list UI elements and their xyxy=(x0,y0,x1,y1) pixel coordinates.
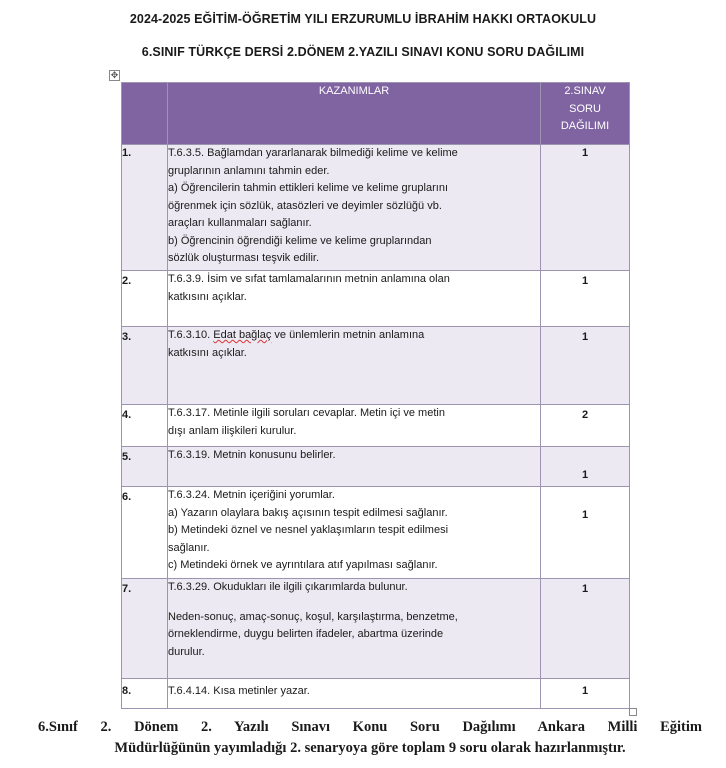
table-header-row xyxy=(122,83,630,145)
row-question-count: 1 xyxy=(541,271,630,327)
kazanim-line: katkısını açıklar. xyxy=(168,346,247,359)
kazanim-line xyxy=(168,327,540,345)
kazanim-line: katkısını açıklar. xyxy=(168,290,247,303)
kazanim-line: dışı anlam ilişkileri kurulur. xyxy=(168,424,297,437)
row-question-count: 2 xyxy=(541,405,630,447)
row-kazanim xyxy=(168,327,541,405)
kazanim-line: sözlük oluşturması teşvik edilir. xyxy=(168,252,319,264)
row-kazanim xyxy=(168,145,541,271)
kazanim-line: öğrenmek için sözlük, atasözleri ve deyimler sözlüğü vb. xyxy=(168,199,442,212)
row-number: 2. xyxy=(122,271,168,327)
row-kazanim xyxy=(168,447,541,487)
row-number: 1. xyxy=(122,145,168,271)
kazanim-line: b) Metindeki öznel ve nesnel yaklaşımların tespit edilmesi xyxy=(168,524,449,536)
table-row xyxy=(122,327,630,405)
row-number: 6. xyxy=(122,487,168,579)
spellcheck-underlined-text: Edat bağlaç xyxy=(213,329,272,341)
kazanim-line: T.6.3.5. Bağlamdan yararlanarak bilmediği kelime ve kelime xyxy=(168,147,458,159)
row-number: 3. xyxy=(122,327,168,405)
row-number: 5. xyxy=(122,447,168,487)
header-sinav-dagilimi xyxy=(541,83,630,145)
row-question-count: 1 xyxy=(541,579,630,679)
row-kazanim xyxy=(168,487,541,579)
kazanim-line: T.6.3.17. Metinle ilgili soruları cevaplar. Metin içi ve metin xyxy=(168,407,445,419)
header-kazanimlar: KAZANIMLAR xyxy=(168,83,541,145)
kazanim-line: T.6.3.9. İsim ve sıfat tamlamalarının metnin anlamına olan xyxy=(168,273,450,285)
row-number: 4. xyxy=(122,405,168,447)
line-gap xyxy=(168,597,540,609)
row-kazanim xyxy=(168,405,541,447)
kazanim-line: a) Yazarın olaylara bakış açısının tespit edilmesi sağlanır. xyxy=(168,506,448,519)
document-title-line1: 2024-2025 EĞİTİM-ÖĞRETİM YILI ERZURUMLU İBRAHİM HAKKI ORTAOKULU xyxy=(129,12,597,26)
kazanim-line: örneklendirme, duygu belirten ifadeler, abartma üzerinde xyxy=(168,628,444,640)
topic-distribution-table xyxy=(121,82,630,709)
footer-line: Müdürlüğünün yayımladığı 2. senaryoya göre toplam 9 soru olarak hazırlanmıştır. xyxy=(114,740,626,756)
table-row xyxy=(122,579,630,679)
footer-note xyxy=(38,717,702,759)
table-row xyxy=(122,271,630,327)
kazanim-text: ve ünlemlerin metnin anlamına xyxy=(271,329,425,341)
row-question-count: 1 xyxy=(541,145,630,271)
table-resize-handle[interactable] xyxy=(629,708,637,716)
row-kazanim xyxy=(168,271,541,327)
kazanim-line: c) Metindeki örnek ve ayrıntılara atıf yapılması sağlanır. xyxy=(168,559,438,571)
document-title-line2: 6.SINIF TÜRKÇE DERSİ 2.DÖNEM 2.YAZILI SINAVI KONU SORU DAĞILIMI xyxy=(141,45,585,59)
kazanim-line: sağlanır. xyxy=(168,541,210,554)
kazanim-line: b) Öğrencinin öğrendiği kelime ve kelime gruplarından xyxy=(168,234,432,247)
kazanim-line: T.6.4.14. Kısa metinler yazar. xyxy=(168,685,310,697)
table-row xyxy=(122,487,630,579)
kazanim-line: Neden-sonuç, amaç-sonuç, koşul, karşılaştırma, benzetme, xyxy=(168,610,458,623)
table-row xyxy=(122,405,630,447)
header-sinav-line: SORU xyxy=(569,102,601,115)
row-number: 7. xyxy=(122,579,168,679)
table-row xyxy=(122,679,630,709)
kazanim-line: gruplarının anlamını tahmin eder. xyxy=(168,164,330,177)
table-row xyxy=(122,447,630,487)
kazanim-line: durulur. xyxy=(168,645,205,658)
table-move-handle-icon[interactable]: ✥ xyxy=(110,70,119,80)
kazanim-code: T.6.3.10. xyxy=(168,329,214,341)
row-question-count: 1 xyxy=(541,447,630,487)
row-kazanim xyxy=(168,679,541,709)
header-number-cell xyxy=(122,83,168,145)
kazanim-line: T.6.3.29. Okudukları ile ilgili çıkarımlarda bulunur. xyxy=(168,581,408,593)
row-kazanim xyxy=(168,579,541,679)
header-sinav-line: DAĞILIMI xyxy=(560,120,610,132)
kazanim-line: T.6.3.19. Metnin konusunu belirler. xyxy=(168,449,336,461)
table-row xyxy=(122,145,630,271)
footer-line: 6.Sınıf 2. Dönem 2. Yazılı Sınavı Konu Soru Dağılımı Ankara Milli Eğitim xyxy=(38,719,702,735)
kazanim-line: araçları kullanmaları sağlanır. xyxy=(168,217,312,229)
header-sinav-line: 2.SINAV xyxy=(564,85,606,97)
kazanim-line: T.6.3.24. Metnin içeriğini yorumlar. xyxy=(168,489,335,501)
kazanim-line: a) Öğrencilerin tahmin ettikleri kelime ve kelime gruplarını xyxy=(168,182,448,194)
row-question-count: 1 xyxy=(541,487,630,579)
row-question-count: 1 xyxy=(541,327,630,405)
row-question-count: 1 xyxy=(541,679,630,709)
row-number: 8. xyxy=(122,679,168,709)
